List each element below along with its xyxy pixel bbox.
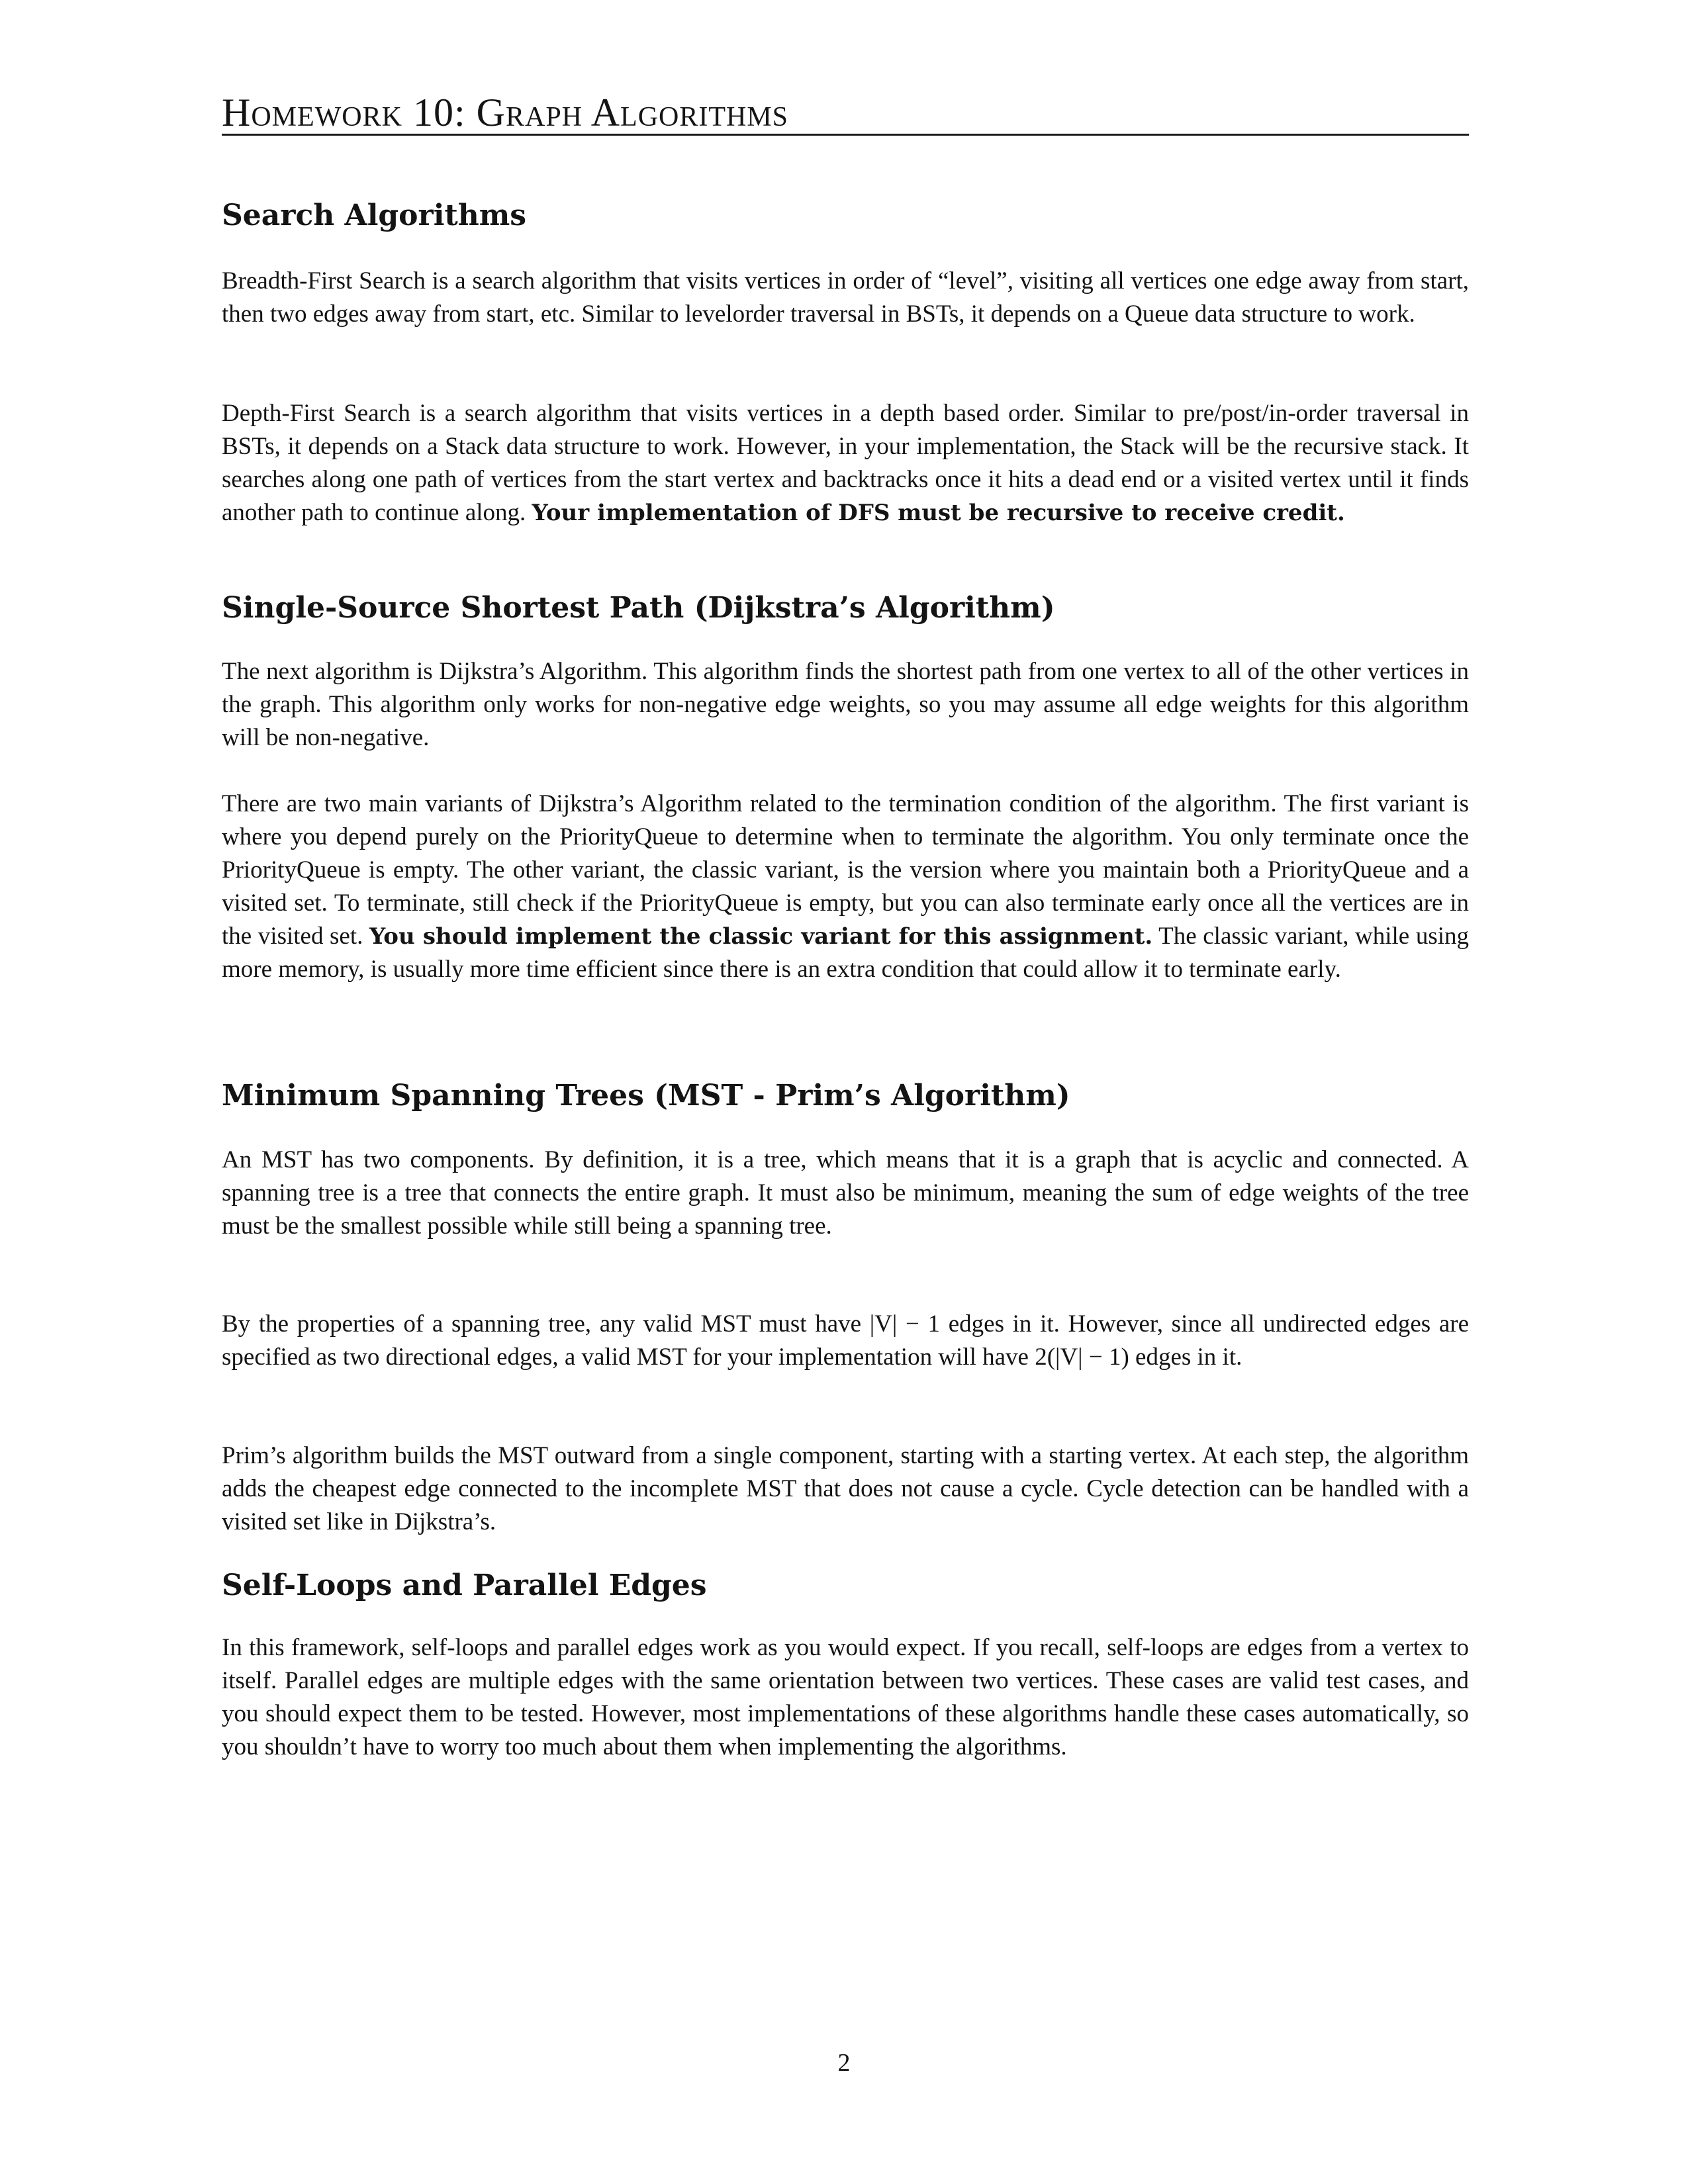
heading-mst: Minimum Spanning Trees (MST - Prim’s Algorithm) bbox=[222, 1079, 1070, 1113]
page-title: Homework 10: Graph Algorithms bbox=[222, 91, 789, 134]
paragraph-dijkstra-intro: The next algorithm is Dijkstra’s Algorithm. This algorithm finds the shortest path from one vertex to all of the other vertices in the graph. This algorithm only works for non-negative edge weights, so you may assume all edge weights for this algorithm will be non-negative. bbox=[222, 658, 1469, 751]
paragraph-dfs-text: Depth-First Search is a search algorithm that visits vertices in a depth based order. Similar to pre/post/in-order traversal in BSTs, it depends on a Stack data structure to work. However, in your implementation, the Stack will be the recursive stack. It searches along one path of vertices from the start vertex and backtracks once it hits a dead end or a visited vertex until it finds another path to continue along. bbox=[222, 400, 1469, 526]
paragraph-mst-definition: An MST has two components. By definition, it is a tree, which means that it is a graph that is acyclic and connected. A spanning tree is a tree that connects the entire graph. It must also be minimum, meaning the sum of edge weights of the tree must be the smallest possible while still being a spanning tree. bbox=[222, 1146, 1469, 1240]
paragraph-dijkstra-variants bbox=[222, 788, 1469, 986]
paragraph-dijkstra-emphasis: You should implement the classic variant for this assignment. bbox=[369, 923, 1153, 950]
heading-search-algorithms: Search Algorithms bbox=[222, 199, 527, 232]
paragraph-dijkstra-variants-after: The classic variant, while using more memory, is usually more time efficient since there is an extra condition that could allow it to terminate early. bbox=[222, 923, 1469, 983]
heading-self-loops: Self-Loops and Parallel Edges bbox=[222, 1569, 707, 1602]
page-header bbox=[222, 87, 1469, 136]
paragraph-dijkstra-variants-text: There are two main variants of Dijkstra’s Algorithm related to the termination condition of the algorithm. The first variant is where you depend purely on the PriorityQueue to determine when to terminate the algorithm. You only terminate once the PriorityQueue is empty. The other variant, the classic variant, is the version where you maintain both a PriorityQueue and a visited set. To terminate, still check if the PriorityQueue is empty, but you can also terminate early once all the vertices are in the visited set. bbox=[222, 790, 1469, 950]
paragraph-dfs bbox=[222, 397, 1469, 529]
heading-dijkstra: Single-Source Shortest Path (Dijkstra’s Algorithm) bbox=[222, 591, 1055, 625]
paragraph-dfs-emphasis: Your implementation of DFS must be recursive to receive credit. bbox=[532, 500, 1345, 526]
paragraph-mst-edges: By the properties of a spanning tree, any valid MST must have |V| − 1 edges in it. However, since all undirected edges are specified as two directional edges, a valid MST for your implementation will have 2(|V| − 1) edges in it. bbox=[222, 1310, 1469, 1371]
page-number: 2 bbox=[837, 2049, 851, 2077]
paragraph-bfs: Breadth-First Search is a search algorithm that visits vertices in order of “level”, visiting all vertices one edge away from start, then two edges away from start, etc. Similar to levelorder traversal in BSTs, it depends on a Queue data structure to work. bbox=[222, 267, 1469, 328]
paragraph-self-loops: In this framework, self-loops and parallel edges work as you would expect. If you recall, self-loops are edges from a vertex to itself. Parallel edges are multiple edges with the same orientation between two vertices. These cases are valid test cases, and you should expect them to be tested. However, most implementations of these algorithms handle these cases automatically, so you shouldn’t have to worry too much about them when implementing the algorithms. bbox=[222, 1634, 1469, 1760]
paragraph-prims: Prim’s algorithm builds the MST outward from a single component, starting with a starting vertex. At each step, the algorithm adds the cheapest edge connected to the incomplete MST that does not cause a cycle. Cycle detection can be handled with a visited set like in Dijkstra’s. bbox=[222, 1442, 1469, 1535]
